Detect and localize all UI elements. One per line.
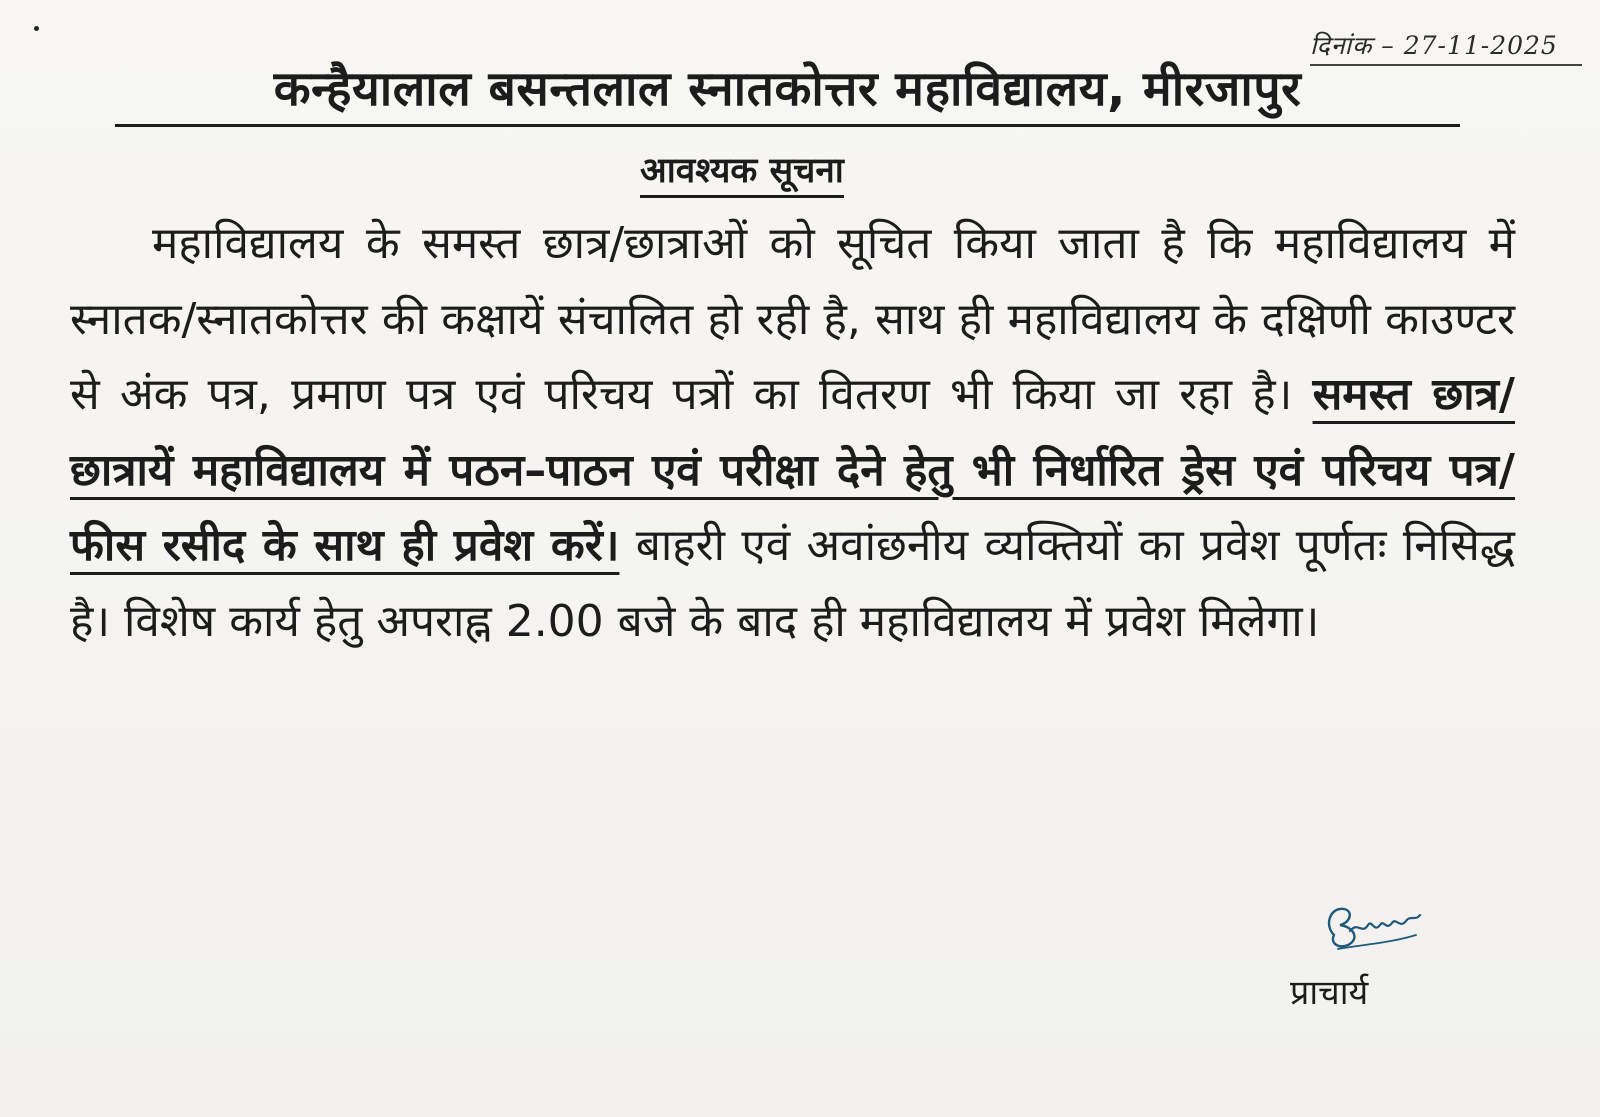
signatory-title: प्राचार्य xyxy=(1290,973,1369,1013)
notice-body xyxy=(70,206,1515,659)
college-title: कन्हैयालाल बसन्तलाल स्नातकोत्तर महाविद्यालय, मीरजापुर xyxy=(115,55,1460,127)
notice-date: दिनांक – 27-11-2025 xyxy=(1310,28,1582,66)
notice-heading: आवश्यक सूचना xyxy=(640,146,844,198)
notice-intro-text: महाविद्यालय के समस्त छात्र/छात्राओं को सूचित किया जाता है कि महाविद्यालय में स्नातक/स्नातकोत्तर की कक्षायें संचालित हो रही है, साथ ही महाविद्यालय के दक्षिणी काउण्टर से अंक पत्र, प्रमाण पत्र एवं परिचय पत्रों का वितरण भी किया जा रहा है। xyxy=(70,218,1515,420)
principal-signature xyxy=(1320,895,1430,955)
notice-emphasis-text: समस्त छात्र/छात्रायें महाविद्यालय में पठन–पाठन एवं परीक्षा देने हेतु भी निर्धारित ड्रेस एवं परिचय पत्र/फीस रसीद के साथ ही प्रवेश करें। xyxy=(70,369,1515,571)
ink-dot xyxy=(34,26,39,31)
notice-outro-text: बाहरी एवं अवांछनीय व्यक्तियों का प्रवेश पूर्णतः निसिद्ध है। विशेष कार्य हेतु अपराह्न 2.00 बजे के बाद ही महाविद्यालय में प्रवेश मिलेगा। xyxy=(70,520,1515,647)
